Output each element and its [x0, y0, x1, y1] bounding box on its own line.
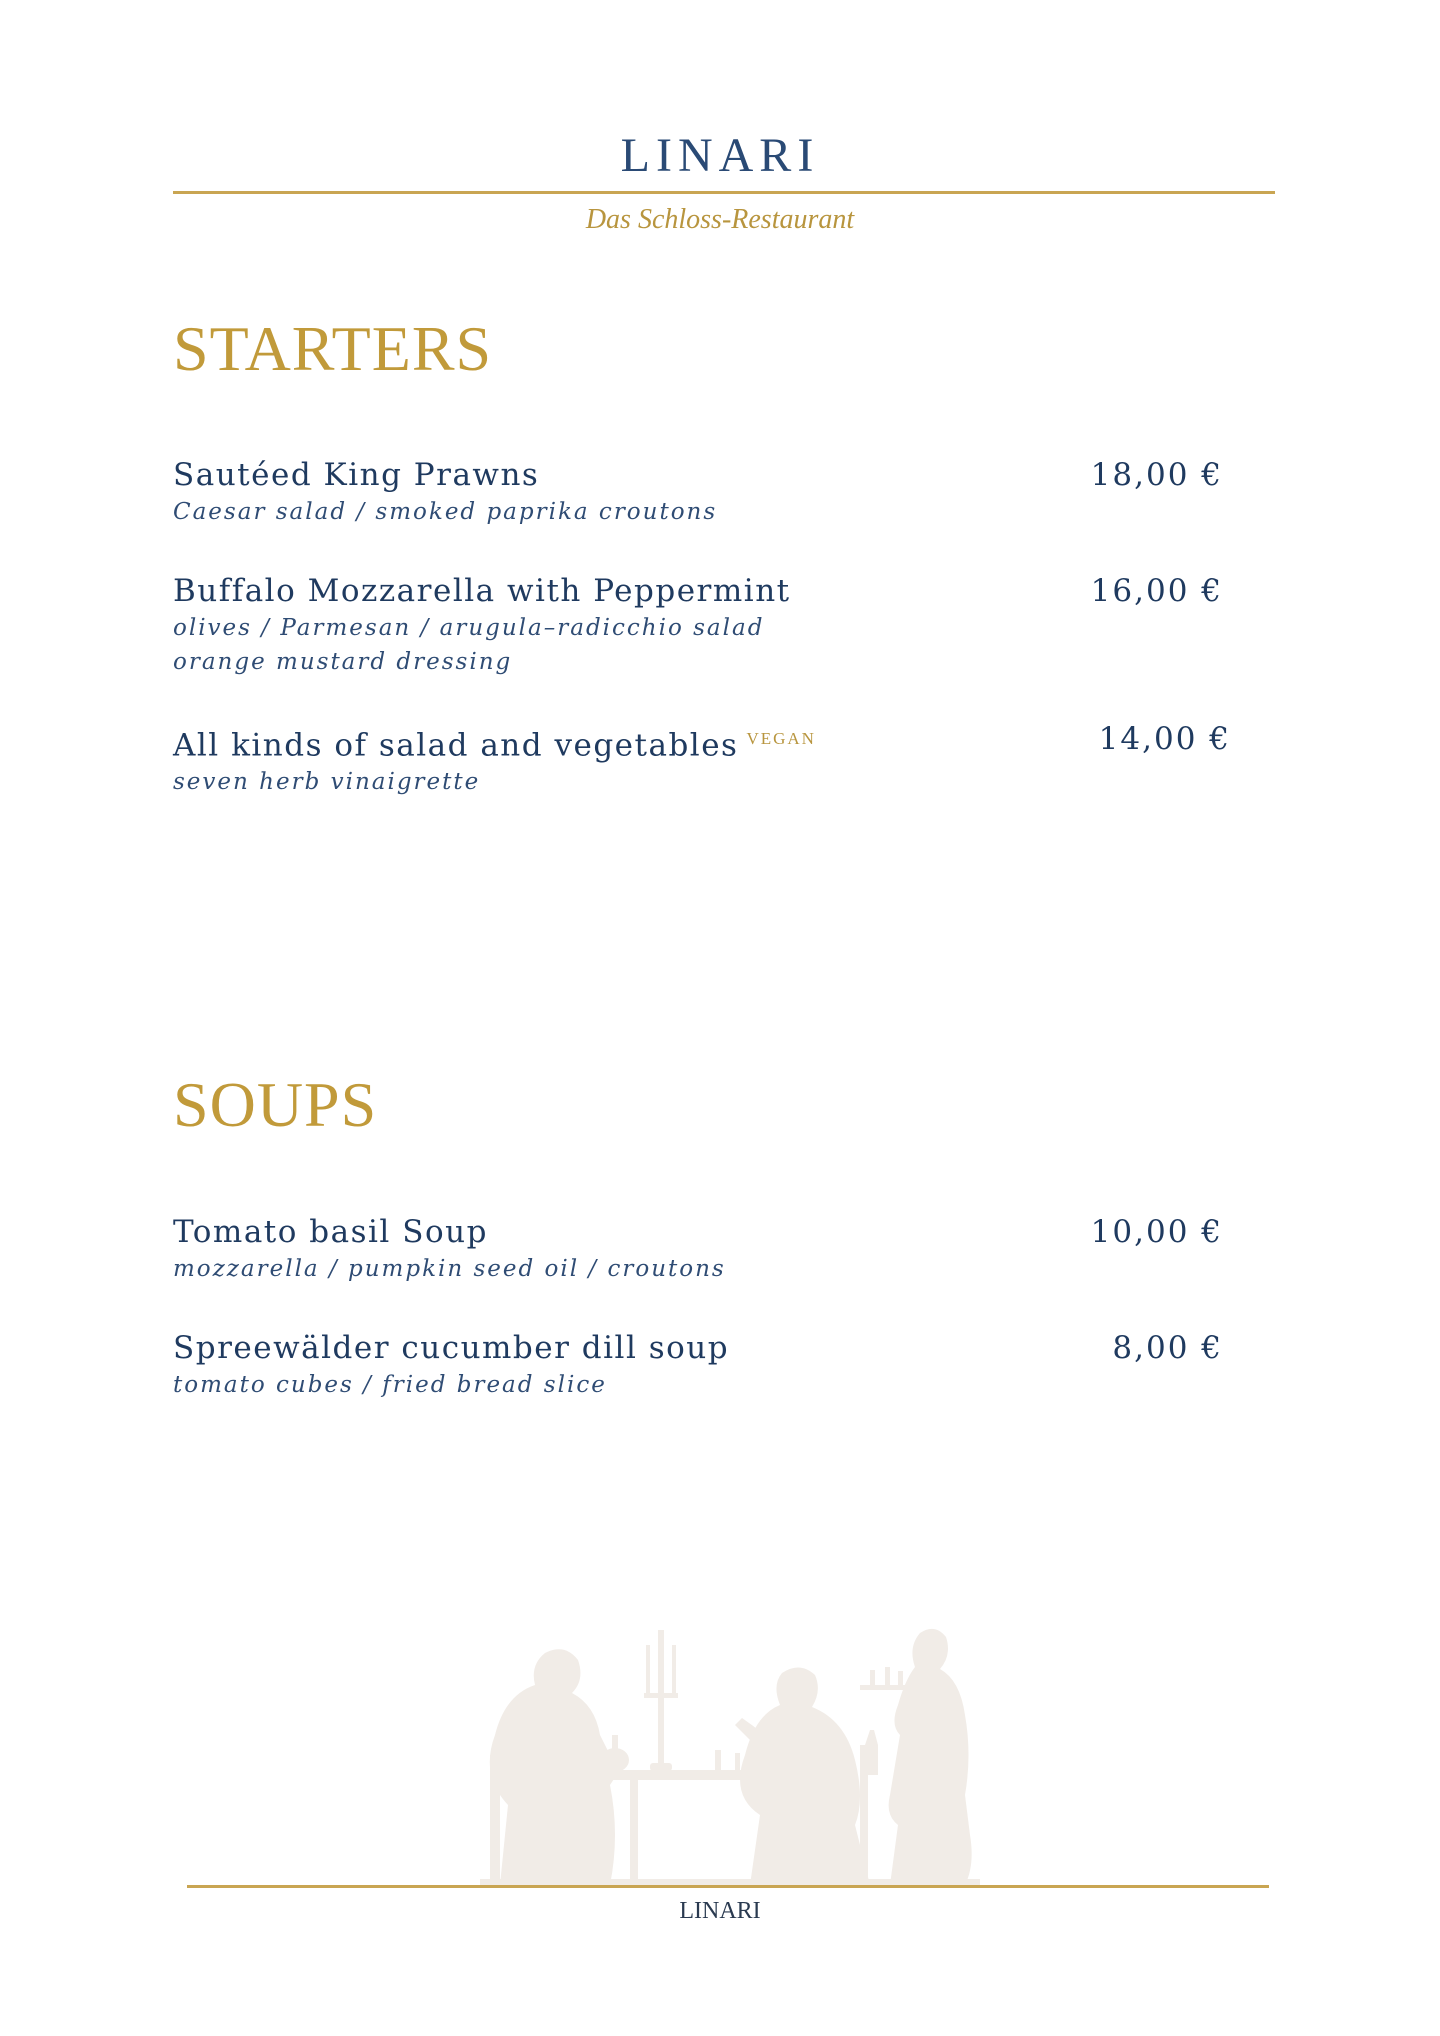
menu-item — [173, 455, 1263, 529]
menu-item-description: tomato cubes / fried bread slice — [173, 1372, 607, 1398]
menu-item — [173, 1212, 1263, 1286]
menu-item-description: orange mustard dressing — [173, 649, 513, 675]
vegan-badge: VEGAN — [746, 729, 816, 748]
brand-title: LINARI — [620, 129, 820, 182]
menu-item — [173, 571, 1263, 679]
menu-item-price: 14,00 € — [1098, 721, 1231, 757]
header-divider — [173, 191, 1275, 194]
menu-item-price: 10,00 € — [1090, 1214, 1223, 1250]
menu-item-price: 16,00 € — [1090, 573, 1223, 609]
menu-item-name: Sautéed King Prawns — [173, 457, 540, 493]
menu-item — [173, 719, 1263, 799]
menu-item-price: 8,00 € — [1112, 1330, 1223, 1366]
menu-item-description: seven herb vinaigrette — [173, 769, 481, 796]
menu-item-name: Tomato basil Soup — [173, 1214, 488, 1250]
section-title-soups: SOUPS — [173, 1069, 378, 1140]
footer-brand: LINARI — [679, 1898, 761, 1924]
section-title-starters: STARTERS — [173, 313, 493, 384]
menu-item-description: mozzarella / pumpkin seed oil / croutons — [173, 1256, 726, 1282]
menu-item-name: Spreewälder cucumber dill soup — [173, 1330, 730, 1366]
menu-item-name: All kinds of salad and vegetables — [173, 727, 739, 764]
footer-divider — [187, 1885, 1269, 1888]
menu-item-description: Caesar salad / smoked paprika croutons — [173, 499, 718, 525]
menu-item-price: 18,00 € — [1090, 457, 1223, 493]
brand-subtitle: Das Schloss-Restaurant — [585, 204, 855, 235]
menu-item-name: Buffalo Mozzarella with Peppermint — [173, 573, 791, 609]
menu-item-description: olives / Parmesan / arugula–radicchio salad — [173, 615, 765, 641]
menu-item — [173, 1328, 1263, 1402]
dining-scene-silhouette-illustration — [460, 1585, 980, 1885]
